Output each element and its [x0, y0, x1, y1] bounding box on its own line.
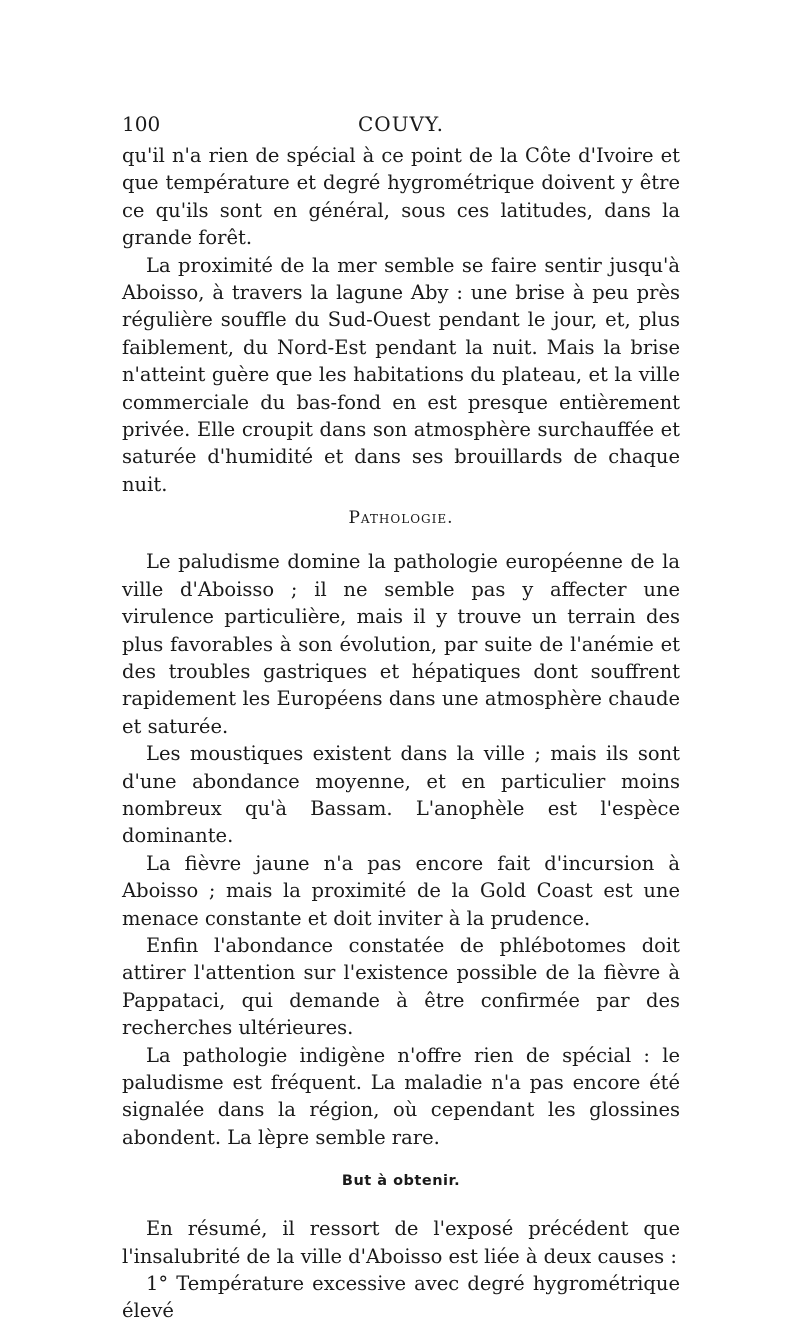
paragraph-fievre-jaune: La fièvre jaune n'a pas encore fait d'incursion à Aboisso ; mais la proximité de la Gold Coast est une menace constante et doit inviter à la prudence.: [122, 851, 680, 930]
paragraph-moustiques: Les moustiques existent dans la ville ; mais ils sont d'une abondance moyenne, et en particulier moins nombreux qu'à Bassam. L'anophèle est l'espèce dominante.: [122, 742, 680, 848]
paragraph-continued: qu'il n'a rien de spécial à ce point de la Côte d'Ivoire et que température et degré hygrométrique doivent y être ce qu'ils sont en général, sous ces latitudes, dans la grande forêt.: [122, 144, 680, 250]
paragraph-phlebotomes: Enfin l'abondance constatée de phlébotomes doit attirer l'attention sur l'existence possible de la fièvre à Pappataci, qui demande à être confirmée par des recherches ultérieures.: [122, 933, 680, 1040]
running-title: COUVY.: [358, 112, 444, 136]
running-head: [122, 112, 680, 142]
paragraph-paludisme: Le paludisme domine la pathologie européenne de la ville d'Aboisso ; il ne semble pas y affecter une virulence particulière, mais il y trouve un terrain des plus favorables à son évolution, par suite de l'anémie et des troubles gastriques et hépatiques dont souffrent rapidement les Européens dans une atmosphère chaude et saturée.: [122, 550, 680, 738]
section-heading-but: But à obtenir.: [341, 1173, 461, 1190]
paragraph-cause-1: 1° Température excessive avec degré hygrométrique élevé: [122, 1272, 680, 1323]
paragraph-sea-breeze: La proximité de la mer semble se faire sentir jusqu'à Aboisso, à travers la lagune Aby : une brise à peu près régulière souffle du Sud-Ouest pendant le jour, et, plus faiblement, du Nord-Est pendant la nuit. Mais la brise n'atteint guère que les habitations du plateau, et la ville commerciale du bas-fond en est presque entièrement privée. Elle croupit dans son atmosphère surchauffée et saturée d'humidité et dans ses brouillards de chaque nuit.: [122, 253, 680, 496]
paragraph-pathologie-indigene: La pathologie indigène n'offre rien de spécial : le paludisme est fréquent. La maladie n'a pas encore été signalée dans la région, où cependant les glossines abondent. La lèpre semble rare.: [122, 1043, 680, 1149]
paragraph-resume: En résumé, il ressort de l'exposé précédent que l'insalubrité de la ville d'Aboisso est liée à deux causes :: [122, 1217, 680, 1268]
section-heading-pathologie: Pathologie.: [348, 508, 454, 529]
page-number: 100: [122, 112, 161, 136]
book-page: [122, 112, 680, 1325]
